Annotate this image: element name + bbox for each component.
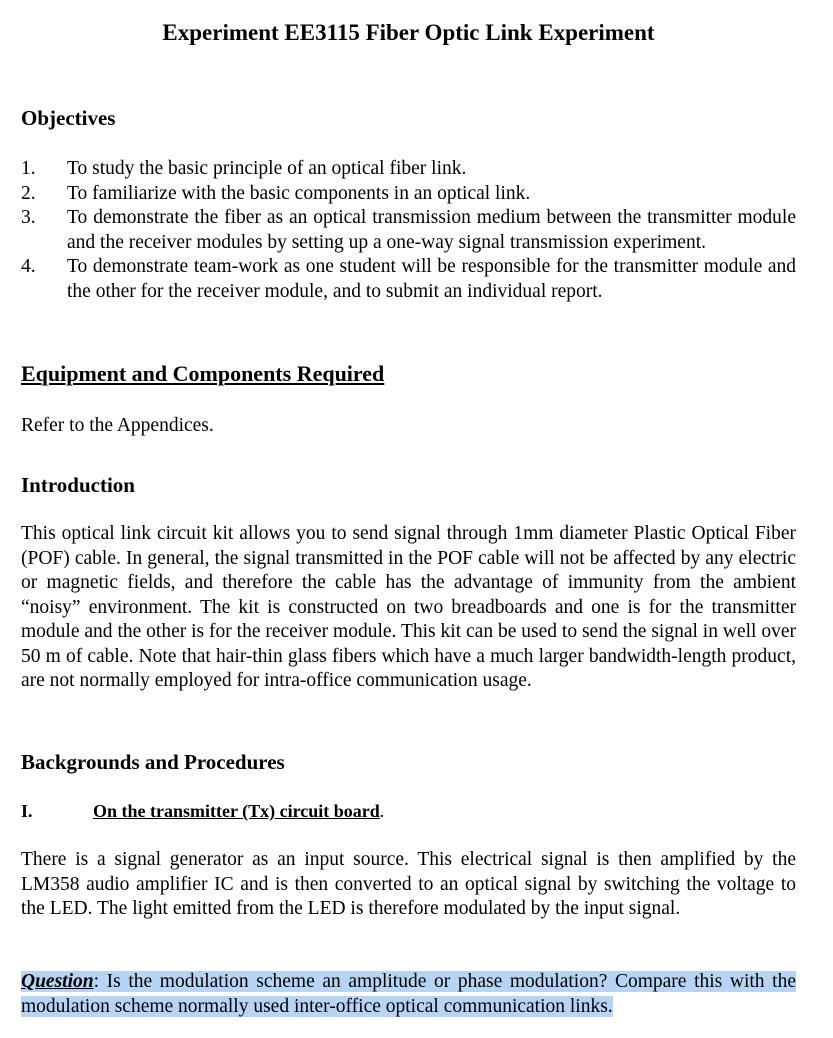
question-text: : Is the modulation scheme an amplitude or phase modulation? Compare this with the modulation scheme normally used inter-office optical communication links. [21,971,796,1017]
list-item-number: 1. [21,158,36,179]
document-title: Experiment EE3115 Fiber Optic Link Experiment [162,20,655,45]
question-paragraph [21,970,796,1019]
list-item [21,157,796,182]
list-item-text: To demonstrate team-work as one student will be responsible for the transmitter module and the other for the receiver module, and to submit an individual report. [67,256,796,302]
objectives-list [21,157,796,304]
list-item [21,255,796,304]
selected-text-highlight[interactable] [21,971,796,1017]
section-subtitle: On the transmitter (Tx) circuit board [93,801,380,821]
list-item-text: To study the basic principle of an optical fiber link. [67,158,467,179]
list-item-text: To demonstrate the fiber as an optical transmission medium between the transmitter module and the receiver modules by setting up a one-way signal transmission experiment. [67,207,796,253]
list-item-number: 4. [21,256,36,277]
introduction-heading: Introduction [21,473,135,497]
list-item-number: 3. [21,207,36,228]
equipment-heading: Equipment and Components Required [21,361,385,386]
objectives-heading: Objectives [21,106,116,130]
transmitter-paragraph: There is a signal generator as an input source. This electrical signal is then amplified by the LM358 audio amplifier IC and is then converted to an optical signal by switching the voltage to the LED. The light emitted from the LED is therefore modulated by the input signal. [21,849,796,919]
backgrounds-heading: Backgrounds and Procedures [21,750,285,774]
list-item [21,206,796,255]
question-label: Question [21,971,94,992]
section-period: . [379,801,385,821]
section-number: I. [21,801,33,821]
list-item [21,182,796,207]
list-item-text: To familiarize with the basic components in an optical link. [67,182,531,204]
list-item-number: 2. [21,182,36,204]
introduction-paragraph: This optical link circuit kit allows you to send signal through 1mm diameter Plastic Optical Fiber (POF) cable. In general, the signal transmitted in the POF cable will not be affected by any electric or magnetic fields, and therefore the cable has the advantage of immunity from the ambient “noisy” environment. The kit is constructed on two breadboards and one is for the transmitter module and the other is for the receiver module. This kit can be used to send the signal in well over 50 m of cable. Note that hair-thin glass fibers which have a much larger bandwidth-length product, are not normally employed for intra-office communication usage. [21,523,796,691]
equipment-text: Refer to the Appendices. [21,415,214,436]
section-i-header [21,799,384,823]
